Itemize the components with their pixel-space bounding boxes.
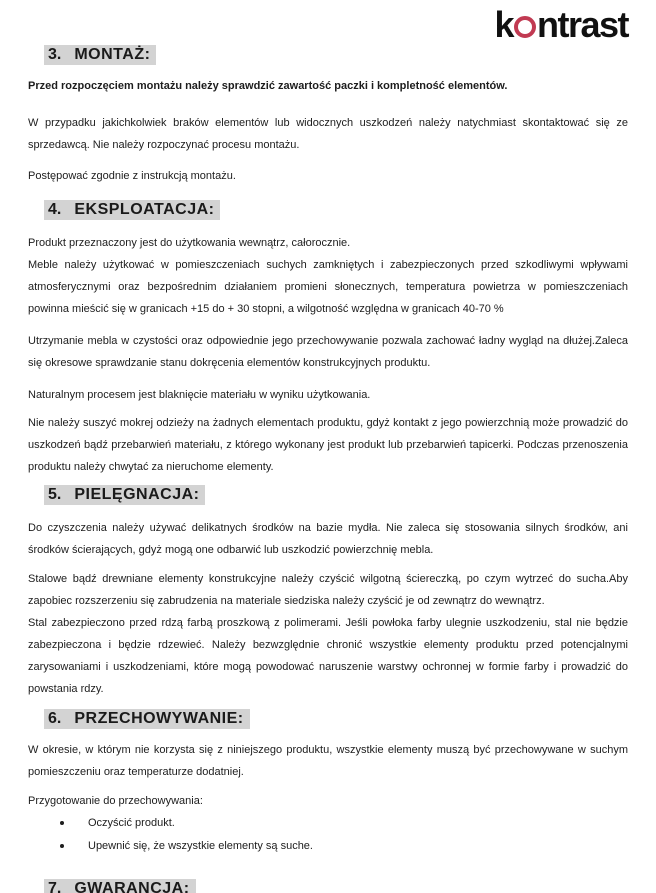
section-title: GWARANCJA: [74,880,190,893]
paragraph-eksploatacja-wet-clothes: Nie należy suszyć mokrej odzieży na żadnych elementach produktu, gdyż kontakt z jego powierzchnią może prowadzić do uszkodzeń bądź przebarwień materiału, z którego wykonany jest produkt lub przebarwień tapicerki. Podczas przenoszenia produktu należy chwytać za nieruchome elementy. [28,417,628,473]
brand-logo [494,6,628,44]
document-content [28,45,628,893]
logo-text-prefix: k [494,4,513,45]
section-number: 5. [48,486,62,503]
section-heading-przechowywanie [44,709,628,729]
logo-text-suffix: ntrast [536,4,628,45]
section-title: MONTAŻ: [74,46,151,63]
paragraph-eksploatacja-conditions: Meble należy użytkować w pomieszczeniach suchych zamkniętych i zabezpieczonych przed szkodliwymi wpływami atmosferycznymi oraz bezpośrednim działaniem promieni słonecznych, temperatura powietrza w pomieszczeniach powinna mieścić się w granicach +15 do + 30 stopni, a wilgotność względna w granicach 40-70 % [28,259,628,315]
section-number: 7. [48,880,62,893]
section-number: 3. [48,46,62,63]
heading-highlight [44,200,220,220]
paragraph-pielegnacja-wipe-elements: Stalowe bądź drewniane elementy konstrukcyjne należy czyścić wilgotną ściereczką, po czym wytrzeć do sucha.Aby zapobiec rozszerzeniu się zabrudzenia na materiale siedziska należy czyścić je od zewnątrz do wewnątrz. [28,573,628,607]
section-number: 6. [48,710,62,727]
section-heading-pielegnacja [44,485,628,505]
list-item-ensure-dry: Upewnić się, że wszystkie elementy są suche. [28,835,628,857]
paragraph-eksploatacja-cleanliness: Utrzymanie mebla w czystości oraz odpowiednie jego przechowywanie pozwala zachować ładny wygląd na dłużej.Zaleca się okresowe sprawdzanie stanu dokręcenia elementów konstrukcyjnych produktu. [28,335,628,369]
heading-highlight [44,45,156,65]
heading-highlight [44,879,196,893]
section-title: PIELĘGNACJA: [74,486,200,503]
paragraph-montaz-follow-instructions: Postępować zgodnie z instrukcją montażu. [28,170,236,182]
section-heading-montaz [44,45,628,65]
paragraph-eksploatacja-indoor-use: Produkt przeznaczony jest do użytkowania wewnątrz, całorocznie. [28,237,351,249]
paragraph-eksploatacja-fading: Naturalnym procesem jest blaknięcie materiału w wyniku użytkowania. [28,389,371,401]
paragraph-pielegnacja-mild-agents: Do czyszczenia należy używać delikatnych środków na bazie mydła. Nie zaleca się stosowania silnych środków, ani środków ścierających, gdyż mogą one odbarwić lub uszkodzić powierzchnię mebla. [28,522,628,556]
heading-highlight [44,485,205,505]
section-heading-gwarancja [44,879,628,893]
list-item-clean-product: Oczyścić produkt. [28,812,628,834]
section-number: 4. [48,201,62,218]
paragraph-przechowywanie-dry-room: W okresie, w którym nie korzysta się z niniejszego produktu, wszystkie elementy muszą być przechowywane w suchym pomieszczeniu oraz temperaturze dodatniej. [28,744,628,778]
section-heading-eksploatacja [44,200,628,220]
heading-highlight [44,709,250,729]
logo-o-ring-icon [514,16,536,38]
storage-preparation-list [28,812,628,857]
paragraph-montaz-missing-parts: W przypadku jakichkolwiek braków elementów lub widocznych uszkodzeń należy natychmiast skontaktować się ze sprzedawcą. Nie należy rozpoczynać procesu montażu. [28,117,628,151]
paragraph-pielegnacja-powder-coating: Stal zabezpieczono przed rdzą farbą proszkową z polimerami. Jeśli powłoka farby ulegnie uszkodzeniu, stal nie będzie zabezpieczona i będzie rdzewieć. Należy bezwzględnie chronić wszystkie elementy produktu przed potencjalnymi zarysowaniami i uszkodzeniami, które mogą powodować naruszenie warstwy ochronnej w formie farby i prowadzić do powstania rdzy. [28,617,628,695]
section-title: PRZECHOWYWANIE: [74,710,244,727]
section-title: EKSPLOATACJA: [74,201,215,218]
paragraph-montaz-check-contents: Przed rozpoczęciem montażu należy sprawdzić zawartość paczki i kompletność elementów. [28,80,508,92]
paragraph-przechowywanie-preparation: Przygotowanie do przechowywania: [28,795,203,807]
